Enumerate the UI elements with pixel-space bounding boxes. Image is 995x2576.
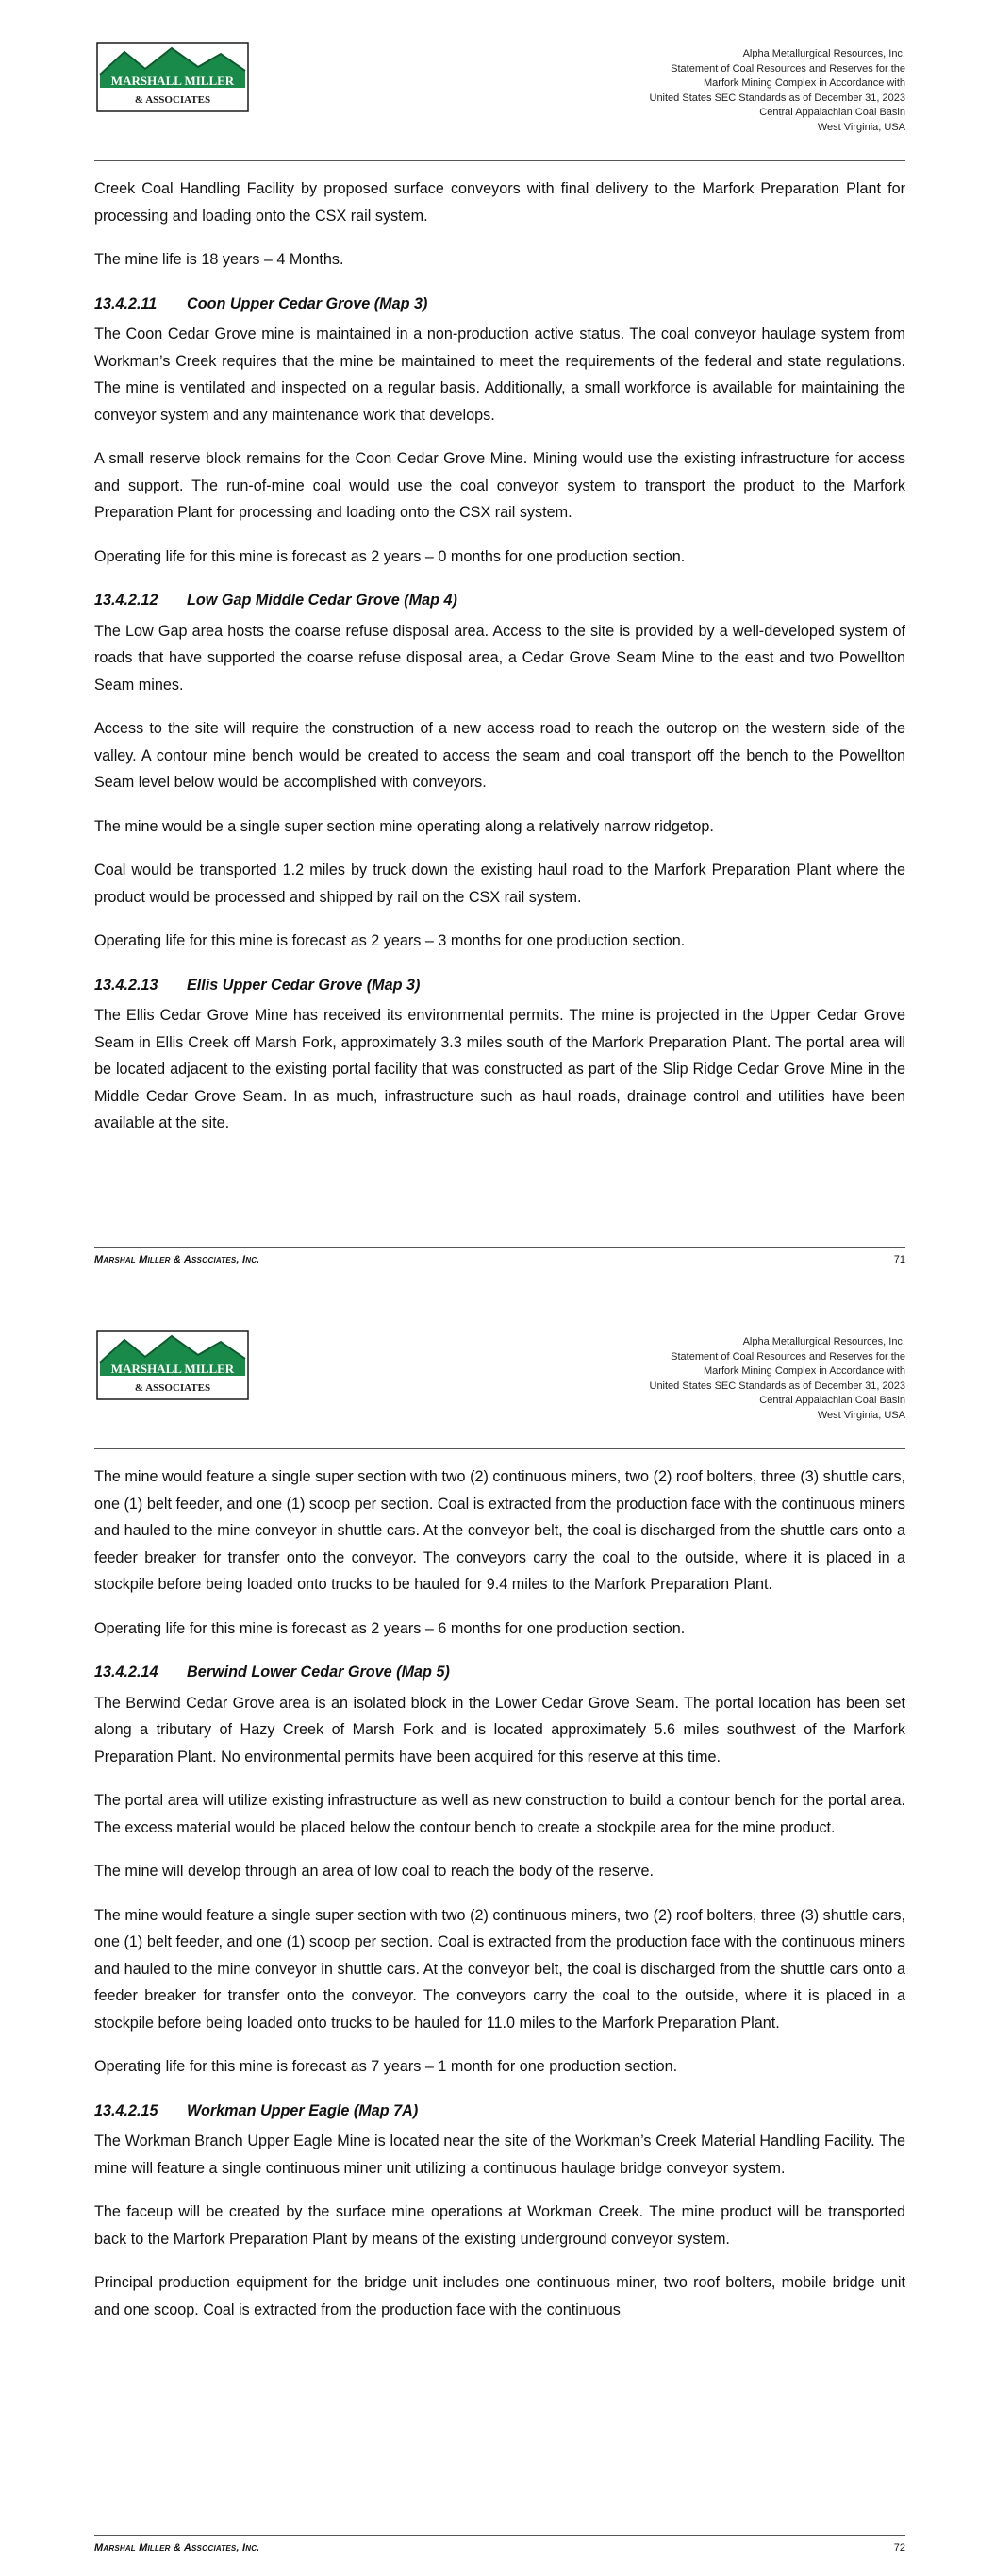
section-number: 13.4.2.14: [94, 1664, 158, 1681]
paragraph: The faceup will be created by the surface mine operations at Workman Creek. The mine product will be transported back to the Marfork Preparation Plant by means of the existing underground conveyor system.: [94, 2203, 905, 2248]
paragraph: The mine would feature a single super section with two (2) continuous miners, two (2) roof bolters, three (3) shuttle cars, one (1) belt feeder, and one (1) scoop per section. Coal is extracted from the production face with the continuous miners and hauled to the mine conveyor in shuttle cars. At the conveyor belt, the coal is discharged from the shuttle cars onto a feeder breaker for transfer onto the conveyor. The conveyors carry the coal to the outside, where it is placed in a stockpile before being loaded onto trucks to be hauled for 9.4 miles to the Marfork Preparation Plant.: [94, 1468, 905, 1593]
page-footer: [94, 1247, 905, 1273]
header-company: Alpha Metallurgical Resources, Inc.: [742, 48, 905, 59]
footer-firm: Marshal Miller & Associates, Inc.: [94, 1254, 260, 1265]
paragraph: Access to the site will require the construction of a new access road to reach the outcrop on the western side of the valley. A contour mine bench would be created to access the seam and coal transport off the bench to the Powellton Seam level below would be accomplished with conveyors.: [94, 720, 905, 791]
section-number: 13.4.2.13: [94, 976, 158, 994]
svg-text:& ASSOCIATES: & ASSOCIATES: [134, 94, 211, 106]
paragraph: The portal area will utilize existing infrastructure as well as new construction to build a contour bench for the portal area. The excess material would be placed below the contour bench to create a stockpile area for the mine product.: [94, 1792, 905, 1836]
page-number: 72: [893, 2542, 905, 2553]
paragraph: The mine would feature a single super section with two (2) continuous miners, two (2) roof bolters, three (3) shuttle cars, one (1) belt feeder, and one (1) scoop per section. Coal is extracted from the production face with the continuous miners and hauled to the mine conveyor in shuttle cars. At the conveyor belt, the coal is discharged from the shuttle cars onto a feeder breaker for transfer onto the conveyor. The conveyors carry the coal to the outside, where it is placed in a stockpile before being loaded onto trucks to be hauled for 11.0 miles to the Marfork Preparation Plant.: [94, 1906, 905, 2032]
section-heading: [94, 972, 905, 999]
page-header: [94, 42, 905, 161]
header-line-3: Marfork Mining Complex in Accordance with: [704, 1365, 905, 1377]
paragraph: Operating life for this mine is forecast as 2 years – 3 months for one production section.: [94, 932, 686, 949]
company-logo: [96, 1330, 249, 1401]
section-title: Berwind Lower Cedar Grove (Map 5): [187, 1664, 450, 1681]
paragraph: The Workman Branch Upper Eagle Mine is located near the site of the Workman’s Creek Material Handling Facility. The mine will feature a single continuous miner unit utilizing a continuous haulage bridge conveyor system.: [94, 2133, 905, 2177]
header-line-4: United States SEC Standards as of December 31, 2023: [649, 92, 905, 104]
paragraph: Operating life for this mine is forecast as 2 years – 0 months for one production section.: [94, 547, 686, 565]
section-number: 13.4.2.12: [94, 592, 158, 609]
paragraph: The Ellis Cedar Grove Mine has received its environmental permits. The mine is projected in the Upper Cedar Grove Seam in Ellis Creek off Marsh Fork, approximately 3.3 miles south of the Marfork Preparation Plant. The portal area will be located adjacent to the existing portal facility that was constructed as part of the Slip Ridge Cedar Grove Mine in the Middle Cedar Grove Seam. In as much, infrastructure such as haul roads, drainage control and utilities have been available at the site.: [94, 1007, 905, 1131]
section-heading: [94, 1659, 905, 1686]
paragraph: The mine will develop through an area of low coal to reach the body of the reserve.: [94, 1863, 654, 1880]
svg-text:MARSHALL MILLER: MARSHALL MILLER: [110, 74, 235, 88]
company-logo: [96, 42, 249, 113]
paragraph: The mine would be a single super section mine operating along a relatively narrow ridgetop.: [94, 817, 714, 835]
header-info: [650, 47, 906, 135]
svg-text:& ASSOCIATES: & ASSOCIATES: [134, 1382, 211, 1394]
section-heading: [94, 587, 905, 614]
section-number: 13.4.2.11: [94, 294, 158, 312]
section-title: Coon Upper Cedar Grove (Map 3): [187, 294, 428, 312]
paragraph: Creek Coal Handling Facility by proposed surface conveyors with final delivery to the Marfork Preparation Plant for processing and loading onto the CSX rail system.: [94, 180, 905, 225]
section-number: 13.4.2.15: [94, 2101, 158, 2119]
paragraph: Coal would be transported 1.2 miles by truck down the existing haul road to the Marfork Preparation Plant where the product would be processed and shipped by rail on the CSX rail system.: [94, 861, 905, 906]
section-title: Low Gap Middle Cedar Grove (Map 4): [187, 592, 457, 609]
header-line-6: West Virginia, USA: [817, 121, 905, 133]
page-72: [0, 1288, 995, 2576]
header-info: [650, 1335, 906, 1423]
page-body: [94, 176, 905, 1154]
paragraph: Operating life for this mine is forecast as 2 years – 6 months for one production section.: [94, 1619, 686, 1637]
header-line-5: Central Appalachian Coal Basin: [759, 107, 905, 118]
section-heading: [94, 291, 905, 318]
svg-text:MARSHALL MILLER: MARSHALL MILLER: [110, 1362, 235, 1376]
section-heading: [94, 2098, 905, 2125]
paragraph: Operating life for this mine is forecast as 7 years – 1 month for one production section.: [94, 2058, 678, 2075]
paragraph: The mine life is 18 years – 4 Months.: [94, 251, 344, 268]
header-line-2: Statement of Coal Resources and Reserves for the: [671, 1350, 905, 1363]
paragraph: Principal production equipment for the bridge unit includes one continuous miner, two roof bolters, mobile bridge unit and one scoop. Coal is extracted from the production face with the continuous: [94, 2274, 905, 2318]
header-line-5: Central Appalachian Coal Basin: [759, 1395, 905, 1406]
section-title: Ellis Upper Cedar Grove (Map 3): [187, 976, 421, 994]
section-title: Workman Upper Eagle (Map 7A): [187, 2101, 419, 2119]
header-line-4: United States SEC Standards as of December 31, 2023: [649, 1380, 905, 1392]
header-line-2: Statement of Coal Resources and Reserves for the: [671, 62, 905, 75]
header-line-3: Marfork Mining Complex in Accordance with: [704, 77, 905, 89]
page-header: [94, 1330, 905, 1449]
header-line-6: West Virginia, USA: [817, 1409, 905, 1421]
paragraph: The Berwind Cedar Grove area is an isolated block in the Lower Cedar Grove Seam. The portal location has been set along a tributary of Hazy Creek of Marsh Fork and is located approximately 5.6 miles southwest of the Marfork Preparation Plant. No environmental permits have been acquired for this reserve at this time.: [94, 1694, 905, 1765]
paragraph: The Coon Cedar Grove mine is maintained in a non-production active status. The coal conveyor haulage system from Workman’s Creek requires that the mine be maintained to meet the requirements of the federal and state regulations. The mine is ventilated and inspected on a regular basis. Additionally, a small workforce is available for maintaining the conveyor system and any maintenance work that develops.: [94, 326, 905, 424]
page-footer: [94, 2535, 905, 2561]
footer-firm: Marshal Miller & Associates, Inc.: [94, 2542, 260, 2553]
page-number: 71: [893, 1254, 905, 1265]
paragraph: A small reserve block remains for the Coon Cedar Grove Mine. Mining would use the existing infrastructure for access and support. The run-of-mine coal would use the coal conveyor system to transport the product to the Marfork Preparation Plant for processing and loading onto the CSX rail system.: [94, 450, 905, 521]
paragraph: The Low Gap area hosts the coarse refuse disposal area. Access to the site is provided by a well-developed system of roads that have supported the coarse refuse disposal area, a Cedar Grove Seam Mine to the east and two Powellton Seam mines.: [94, 622, 905, 694]
header-company: Alpha Metallurgical Resources, Inc.: [742, 1336, 905, 1347]
page-body: [94, 1464, 905, 2340]
